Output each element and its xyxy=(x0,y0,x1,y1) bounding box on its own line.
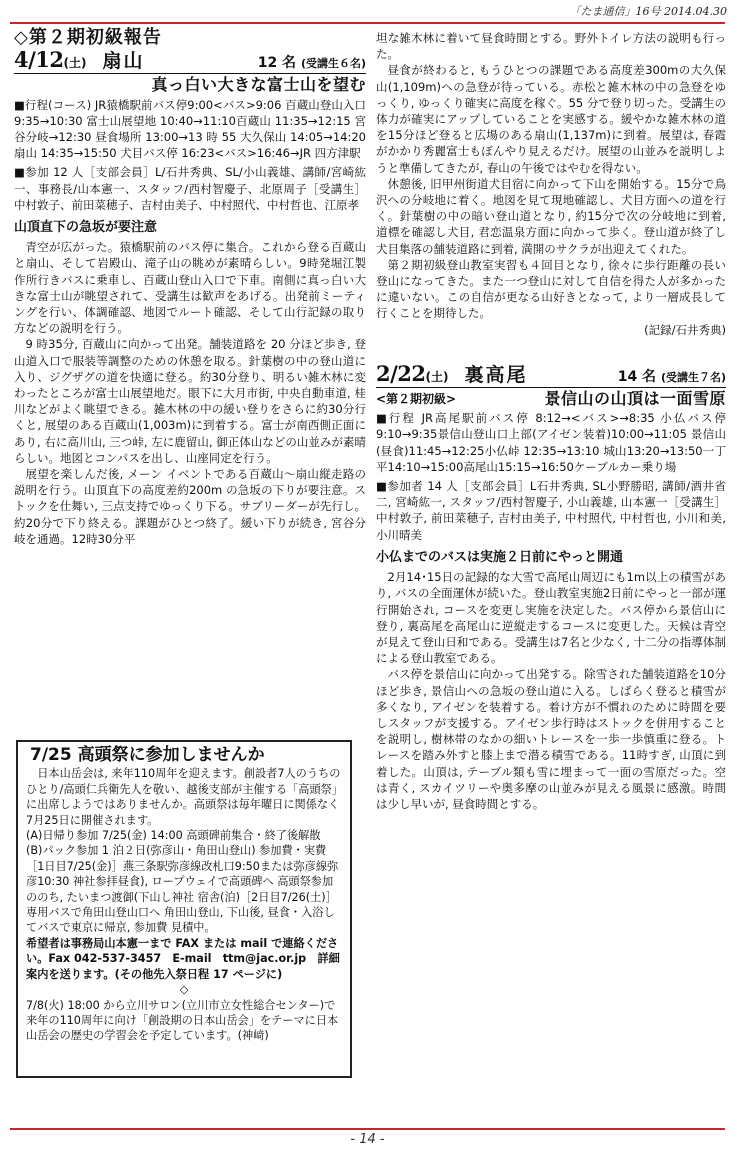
report-2-count-detail: (受講生７名) xyxy=(660,370,726,384)
report-2-participants: ■参加者 14 人［支部会員］L石井秀典, SL小野勝昭, 講師/酒井省二, 宮崎紘一, スタッフ/西村智慶子, 小山義雄, 山本憲一［受講生］中村敦子, 前田菜穂子, 吉村由美子, 中村照代, 中村哲也, 小川和美, 小川晴美 xyxy=(376,479,726,542)
report-2-count-total: 14 名 xyxy=(617,368,657,385)
report-1-paragraph-3: 展望を楽しんだ後, メーン イベントである百蔵山～扇山縦走路の説明を行う。山頂直下の高度差約200m の急坂の下りが要注意。ストックを仕舞い, 三点支持でゆっくり下る。サブリーダーが先行し。約20分で下り終える。課題がひとつ終了。緩い下りが続き, 宮谷分岐を通過。12時30分平 xyxy=(14,467,366,546)
report-1-count-total: 12 名 xyxy=(257,55,297,72)
section-title: ◇第２期初級報告 xyxy=(14,27,162,48)
report-1-continued-4: 第２期初級登山教室実習も４回目となり, 徐々に歩行距離の長い登山になってきた。また一つ登山に対して自信を得た人が多かったに違いない。この自信が更なる山好きとなって, より一層成長して行くことを期待した。 xyxy=(376,257,726,321)
report-2-date: 2/22 xyxy=(376,360,426,386)
report-1-date: 4/12 xyxy=(14,47,64,73)
notice-intro: 日本山岳会は, 来年110周年を迎えます。創設者7人のうちのひとり/高頭仁兵衛先人を敬い、越後支部が主催する「高頭祭」に出席しようではありませんか。高頭祭は毎年曜日に関係なく 7月25日に開催されます。 xyxy=(26,767,341,827)
takato-festival-notice-box xyxy=(16,740,352,1078)
report-1-day: (土) xyxy=(63,56,87,71)
report-2-kind: <第２期初級> xyxy=(376,392,457,407)
report-2-paragraph-1: 2月14･15日の記録的な大雪で高尾山周辺にも1m以上の積雪があり, バスの全面運休が続いた。登山教室実施2日前にやっと一部が運行開始され, コースを変更し実施を決定した。バス停から景信山に登り, 裏高尾を高尾山に逆縦走するコースに変更した。天候は青空が見えて登山日和である。受講生は7名と少なく, 十二分の指導体制による登山教室である。 xyxy=(376,570,726,666)
report-2-subheading: 小仏までのバスは実施２日前にやっと開通 xyxy=(376,549,624,565)
notice-title: 7/25 高頭祭に参加しませんか xyxy=(30,745,265,765)
column-spacer xyxy=(376,338,726,366)
report-1-headline: 真っ白い大きな富士山を望む xyxy=(151,75,366,95)
report-1-paragraph-1: 青空が広がった。猿橋駅前のバス停に集合。これから登る百蔵山と扇山、そして岩殿山、滝子山の眺めが素晴らしい。9時発堀江製作所行きバスに乗車し、百蔵山登山入口で下車。南側に真っ白い大きな富士山が眺望されて、受講生は歓声をあげる。出発前ミーティングを行い、体調確認、地図でルート確認、そして山行記録の取り方などの説明を行う。 xyxy=(14,240,366,336)
report-2-headline: 景信山の山頂は一面雪原 xyxy=(544,389,726,409)
notice-study-session: 7/8(火) 18:00 から立川サロン(立川市立女性総合センター)で来年の110周年に向け「創設期の日本山岳会」をテーマに日本山岳会の歴史の学習会を予定しています。(神﨑) xyxy=(26,998,339,1043)
report-1-paragraph-2: 9 時35分, 百蔵山に向かって出発。舗装道路を 20 分ほど歩き, 登山道入口で服装等調整のための休憩を取る。針葉樹の中の登山道に入り、ジグザグの道を快適に登る。約30分登り、明るい雑木林に変わったところが富士山展望地だ。眼下に大月市街, 中央自動車道, 桂川などがよく眺望できる。雑木林の中の緩い登りをさらに約30分行くと, 展望のある百蔵山(1,003m)に到着する。富士が南西側正面にあり, 右に高川山, 三つ峠, 左に鹿留山, 御正体山などの山並みが素晴らしい。地図とコンパスを出し、山座同定を行う。 xyxy=(14,337,366,465)
report-2-paragraph-2: バス停を景信山に向かって出発する。除雪された舗装道路を10分ほど歩き, 景信山への急坂の登山道に入る。しばらく登ると積雪が多くなり, アイゼンを装着する。着け方が不慣れのために時間を要しスタッフが支援する。アイゼン歩行時はストックを併用することを説明し, 樹林帯のなかの細いトレースを一歩一歩慎重に登る。トレースを踏み外すと膝上まで潜る積雪である。11時すぎ, 山頂に到着した。山頂は, テーブル類も雪に埋まって一面の雪原だった。空は青く, スカイツリーや奥多摩の山並みが見える風景に感激。時間は少し早いが, 昼食時間とする。 xyxy=(376,667,726,811)
notice-option-b: (B)パック参加 1 泊２日(弥彦山・角田山登山) 参加費・実費［1日目7/25(金)］燕三条駅弥彦線改札口9:50または弥彦線弥彦10:30 神社参拝昼食), ロープウェイで高頭碑へ 高頭祭参加ののち, たいまつ渡御(下山し神社 宿舎(泊)［2日目7/26(土)］専用バスで角田山登山口へ 角田山登山, 下山後, 昼食・入浴してバスで東京に帰京, 参加費 見積中。 xyxy=(26,844,339,935)
report-1-continued-3: 休憩後, 旧甲州街道犬目宿に向かって下山を開始する。15分で鳥沢への分岐地に着く。地図を見て現地確認し、犬目方面への道を行く。針葉樹の中の暗い登山道となり, 約15分で次の分岐地に到着, 道標を確認し犬目, 君恋温泉方面に向かって歩く。登山道が終了し犬目集落の舗装道路に到着, 満開のサクラが出迎えてくれた。 xyxy=(376,176,726,256)
report-1-mountain: 扇山 xyxy=(102,50,145,73)
report-2-subhead xyxy=(376,391,726,407)
report-2-itinerary: ■行程 JR高尾駅前バス停 8:12→<バス>→8:35 小仏バス停9:10→9:35景信山登山口上部(アイゼン装着)10:00→11:05 景信山(昼食)11:45→12:25小仏峠 12:35→13:10 城山13:20→13:50一丁平14:10→15:00高尾山15:15→16:50ケーブルカー乗り場 xyxy=(376,411,726,474)
report-1-count-detail: (受講生６名) xyxy=(300,57,366,71)
report-1-count xyxy=(258,55,366,72)
notice-option-a: (A)日帰り参加 7/25(金) 14:00 高頭碑前集合・終了後解散 xyxy=(26,829,321,843)
report-1-continued-2: 昼食が終わると, もうひとつの課題である高度差300mの大久保山(1,109m)への急登が待っている。赤松と雑木林の中の急登をゆっくり, ゆっくり確実に高度を稼ぐ。55 分で登り切った。受講生の体力が確実にアップしていることを実感する。緩やかな雑木林の道を15分ほど登ると広場のある扇山(1,137m)に到着。展望は, 春霞がかかり秀麗富士もぼんやり見えるだけ。展望の山並みを説明しようと準備してきたが, 春山の午後ではやむを得ない。 xyxy=(376,63,726,175)
newsletter-issue-header: 「たま通信」16号 2014.04.30 xyxy=(569,5,727,18)
footer-rule xyxy=(10,1128,725,1130)
notice-apply-info: 希望者は事務局山本憲一まで FAX または mail で連絡ください。Fax 042-537-3457 E-mail ttm@jac.or.jp 詳細案内を送ります。(その他先入祭日程 17 ページに) xyxy=(26,936,340,981)
report-1-participants: ■参加 12 人［支部会員］L/石井秀典、SL/小山義雄、講師/宮崎紘一、事務長/山本憲一、スタッフ/西村智慶子、北原周子［受講生］中村敦子、前田菜穂子、吉村由美子、中村照代、中村哲也、江原孝 xyxy=(14,165,366,212)
page-number: - 14 - xyxy=(350,1132,385,1147)
left-column xyxy=(14,27,366,547)
notice-diamond-separator: ◇ xyxy=(179,983,189,997)
report-1-signature: (記録/石井秀典) xyxy=(644,322,726,337)
report-1-subheading: 山頂直下の急坂が要注意 xyxy=(14,220,158,236)
report-2-count xyxy=(618,369,726,386)
report-2-day: (土) xyxy=(425,369,449,384)
report-1-continued-1: 坦な雑木林に着いて昼食時間とする。野外トイレ方法の説明も行った。 xyxy=(376,31,726,62)
report-1-subhead xyxy=(14,77,366,93)
report-2-heading xyxy=(376,360,726,388)
right-column xyxy=(376,30,726,812)
report-1-itinerary: ■行程(コース) JR猿橋駅前バス停9:00<バス>9:06 百蔵山登山入口 9:35→10:30 富士山展望地 10:40→11:10百蔵山 11:35→12:15 宮谷分岐→12:30 昼食場所 13:00→13 時 55 大久保山 14:05→14:20 扇山 14:35→15:50 犬目バス停 16:23<バス>16:46→JR 四方津駅 xyxy=(14,97,366,161)
report-2-mountain: 裏高尾 xyxy=(464,363,528,386)
report-1-heading xyxy=(14,47,366,74)
